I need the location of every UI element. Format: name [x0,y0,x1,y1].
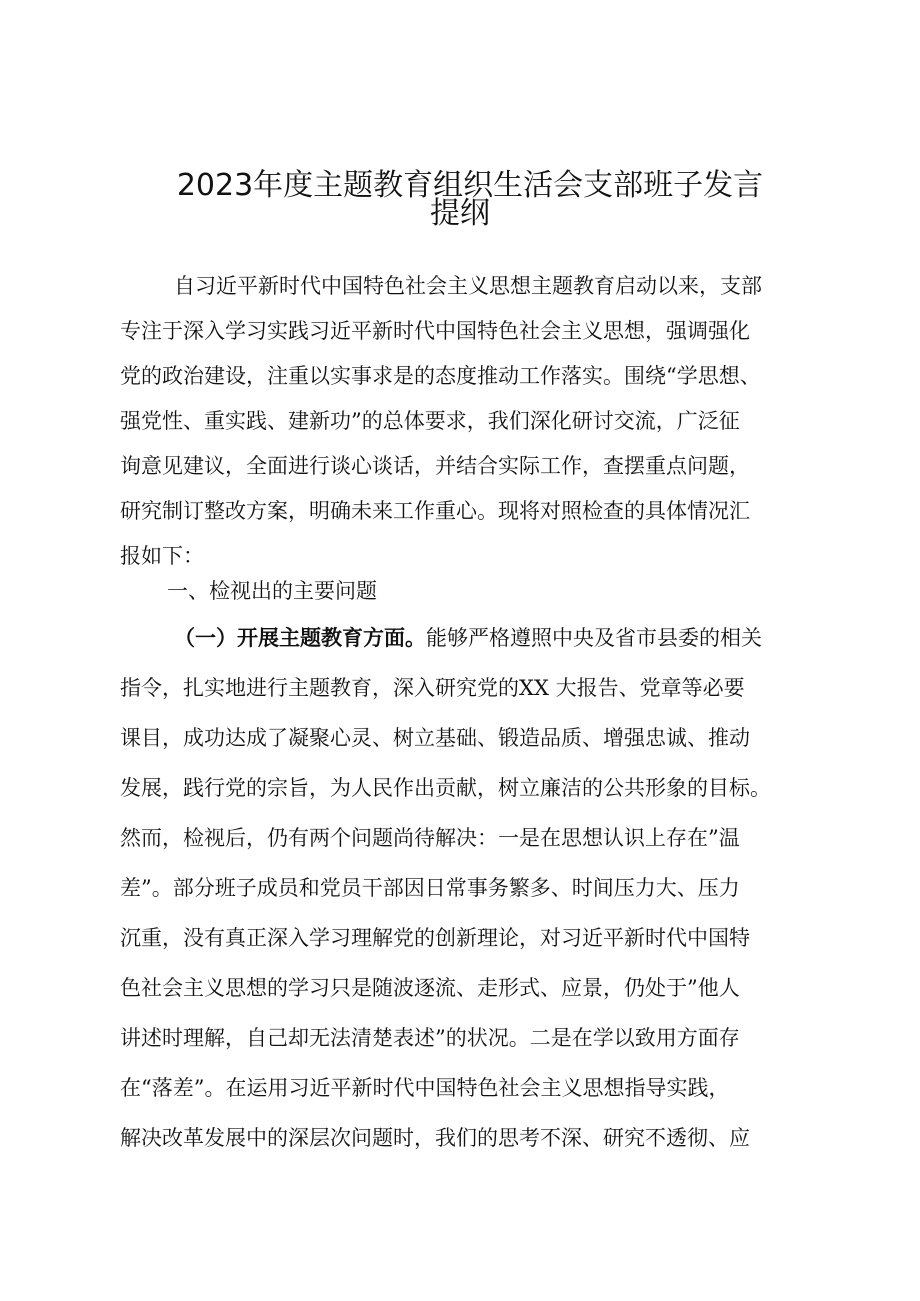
section-line: 指令，扎实地进行主题教育，深入研究党的XX 大报告、党章等必要 [120,676,745,700]
section-line: 讲述时理解，自己却无法清楚表述”的状况。二是在学以致用方面存 [120,1026,740,1050]
section-first-line-text: 能够严格遵照中央及省市县委的相关 [426,626,762,650]
intro-line: 专注于深入学习实践习近平新时代中国特色社会主义思想，强调强化 [120,319,750,343]
section-line: 沉重，没有真正深入学习理解党的创新理论，对习近平新时代中国特 [120,926,750,950]
section-first-line [174,622,762,654]
sub-heading: （一）开展主题教育方面。 [174,626,426,650]
section-line: 发展，践行党的宗旨，为人民作出贡献，树立廉洁的公共形象的目标。 [120,776,771,800]
intro-line: 党的政治建设，注重以实事求是的态度推动工作落实。围绕“学思想、 [120,364,761,388]
section-line: 课目，成功达成了凝聚心灵、树立基础、锻造品质、增强忠诚、推动 [120,726,750,750]
section-line: 色社会主义思想的学习只是随波逐流、走形式、应景，仍处于”他人 [120,976,740,1000]
section-line: 在“落差”。在运用习近平新时代中国特色社会主义思想指导实践， [120,1076,730,1100]
section-line: 然而，检视后，仍有两个问题尚待解决：一是在思想认识上存在”温 [120,826,740,850]
intro-line: 强党性、重实践、建新功”的总体要求，我们深化研讨交流，广泛征 [120,409,740,433]
section-line: 解决改革发展中的深层次问题时，我们的思考不深、研究不透彻、应 [120,1126,750,1150]
section-heading: 一、检视出的主要问题 [167,579,377,603]
intro-line: 报如下： [120,544,204,568]
intro-line: 询意见建议，全面进行谈心谈话，并结合实际工作，查摆重点问题， [120,454,750,478]
intro-line: 自习近平新时代中国特色社会主义思想主题教育启动以来，支部 [174,274,762,298]
document-title-line-1: 2023年度主题教育组织生活会支部班子发言 [176,168,764,203]
section-line: 差”。部分班子成员和党员干部因日常事务繁多、时间压力大、压力 [120,876,740,900]
intro-line: 研究制订整改方案，明确未来工作重心。现将对照检查的具体情况汇 [120,499,750,523]
document-title-line-2: 提纲 [430,196,490,231]
